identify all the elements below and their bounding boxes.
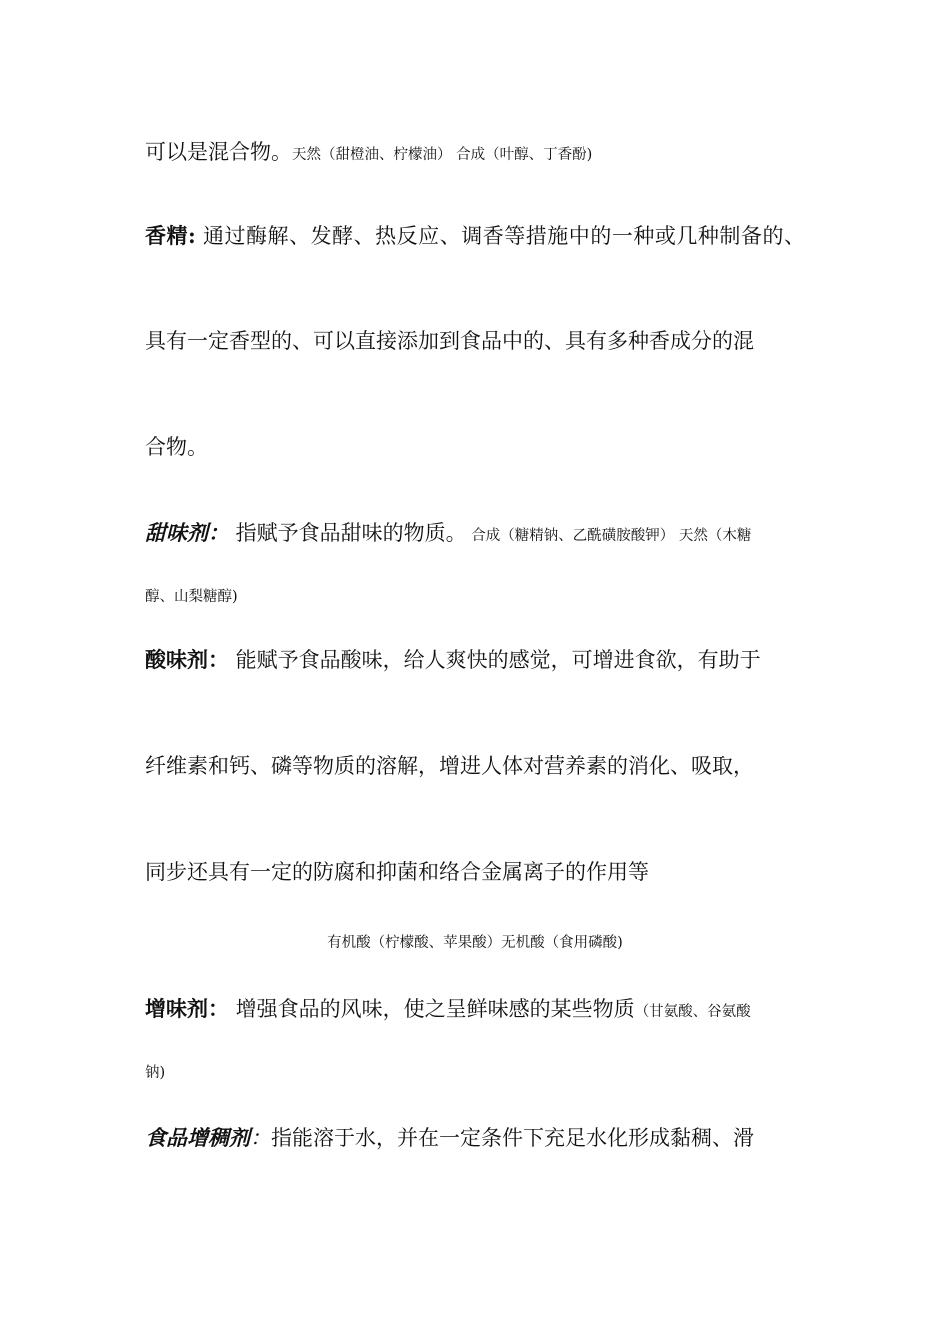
example-note: 天然（甜橙油、柠檬油） 合成（叶醇、丁香酚) — [292, 147, 593, 163]
definition-text: 合物。 — [145, 435, 208, 459]
paragraph-line-2 — [145, 225, 805, 247]
paragraph-line-11 — [145, 998, 751, 1020]
term-sweetener: 甜味剂： — [145, 520, 229, 545]
definition-text: 同步还具有一定的防腐和抑菌和络合金属离子的作用等 — [145, 860, 649, 884]
paragraph-line-13 — [145, 1127, 754, 1149]
definition-text: 指能溶于水，并在一定条件下充足水化形成黏稠、滑 — [271, 1126, 754, 1150]
body-text: 可以是混合物。 — [145, 140, 292, 164]
example-note: （甘氨酸、谷氨酸 — [634, 1004, 751, 1020]
term-flavor-enhancer: 增味剂： — [145, 996, 229, 1021]
example-note: 醇、山梨糖醇) — [145, 589, 238, 605]
example-note: 合成（糖精钠、乙酰磺胺酸钾） 天然（木糖 — [466, 528, 752, 544]
paragraph-line-10 — [0, 936, 950, 951]
definition-text: 纤维素和钙、磷等物质的溶解，增进人体对营养素的消化、吸取， — [145, 754, 754, 778]
paragraph-line-4 — [145, 437, 208, 458]
paragraph-line-6 — [145, 590, 238, 605]
paragraph-line-8 — [145, 756, 754, 777]
definition-text: 通过酶解、发酵、热反应、调香等措施中的一种或几种制备的、 — [195, 224, 805, 248]
definition-text: 具有一定香型的、可以直接添加到食品中的、具有多种香成分的混 — [145, 329, 754, 353]
term-thickener: 食品增稠剂 — [145, 1125, 250, 1150]
paragraph-line-7 — [145, 649, 761, 671]
example-note: 有机酸（柠檬酸、苹果酸）无机酸（食用磷酸) — [327, 935, 623, 951]
definition-text: 增强食品的风味，使之呈鲜味感的某些物质 — [229, 997, 635, 1021]
term-flavor-essence: 香精: — [145, 223, 196, 248]
term-acidulant: 酸味剂： — [145, 647, 229, 672]
example-note: 钠) — [145, 1065, 166, 1081]
paragraph-line-3 — [145, 331, 754, 352]
separator: ： — [250, 1126, 271, 1150]
definition-text: 指赋予食品甜味的物质。 — [229, 521, 467, 545]
paragraph-line-5 — [145, 522, 751, 544]
definition-text: 能赋予食品酸味，给人爽快的感觉，可增进食欲，有助于 — [229, 648, 761, 672]
paragraph-line-9 — [145, 862, 649, 883]
paragraph-line-12 — [145, 1066, 165, 1081]
paragraph-line-1 — [145, 142, 592, 163]
